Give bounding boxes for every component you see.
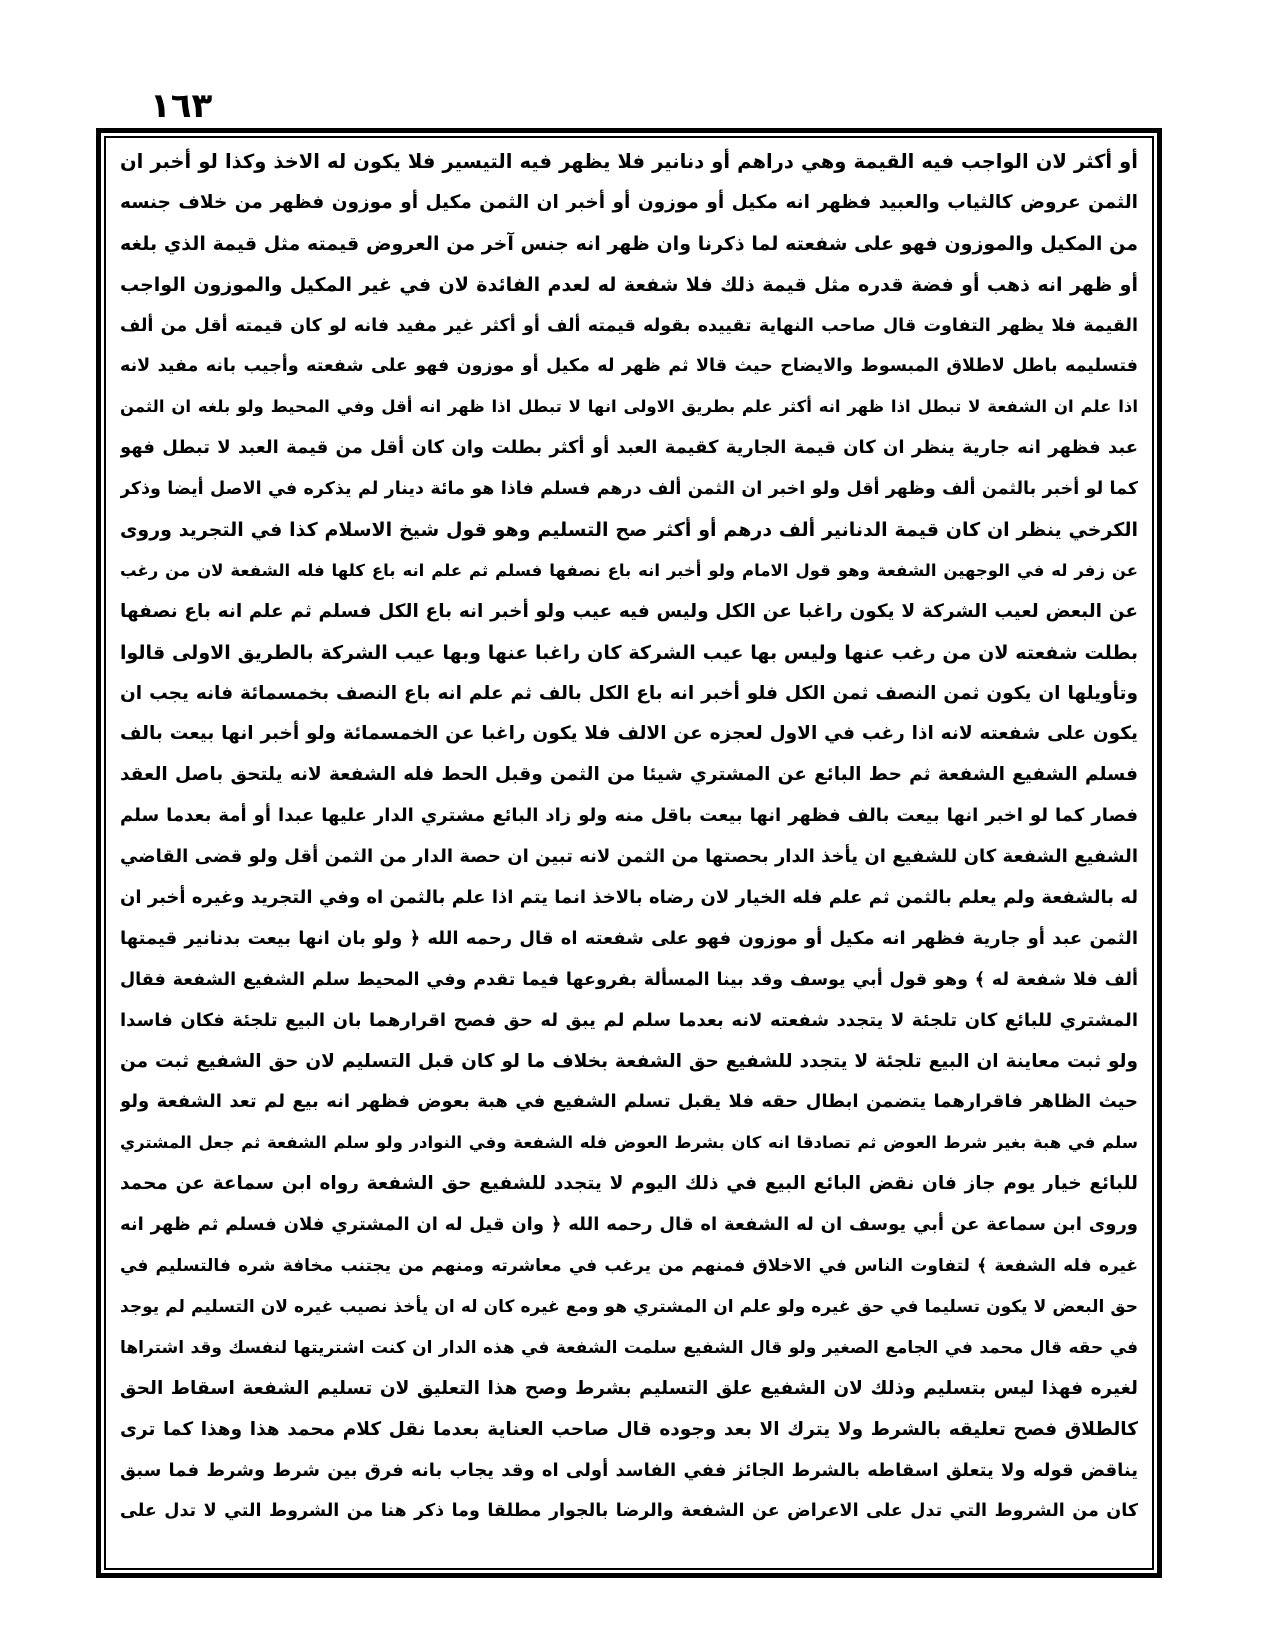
text-line: فتسليمه باطل لاطلاق المبسوط والايضاح حيث قالا ثم ظهر له مكيل أو موزون فهو على شفعته وأجيب بانه مفيد لانه	[120, 356, 1138, 377]
text-line: له بالشفعة ولم يعلم بالثمن ثم علم فله الخيار لان رضاه بالاخذ انما يتم اذا علم بالثمن اه وفي التجريد وغيره أخبر ان	[120, 887, 1138, 909]
text-line: حيث الظاهر فاقرارهما يتضمن ابطال حقه فلا يقبل تسلم الشفيع في هبة بعوض فظهر انه بيع لم تعد الشفعة ولو	[120, 1091, 1138, 1113]
text-line: كالطلاق فصح تعليقه بالشرط ولا يترك الا بعد وجوده قال صاحب العناية بعدما نقل كلام محمد هذا وهذا كما ترى	[120, 1418, 1138, 1440]
text-line: الثمن عبد أو جارية فظهر انه مكيل أو موزون فهو على شفعته اه قال رحمه الله ﴿ ولو بان انها بيعت بدنانير قيمتها	[120, 927, 1138, 949]
text-line: بطلت شفعته لان من رغب عنها وليس بها عيب الشركة كان راغبا عنها وبها عيب الشركة بالطريق الاولى قالوا	[120, 641, 1138, 664]
text-line: الشفيع الشفعة كان للشفيع ان يأخذ الدار بحصتها من الثمن لانه تبين ان حصة الدار من الثمن أقل ولو قضى القاضي	[120, 846, 1138, 868]
text-line: فسلم الشفيع الشفعة ثم حط البائع عن المشتري شيئا من الثمن وقبل الحط فله الشفعة لانه يلتحق باصل العقد	[120, 764, 1138, 786]
text-line: حق البعض لا يكون تسليما في حق غيره ولو علم ان المشتري هو ومع غيره كان له ان يأخذ نصيب غيره لان التسليم لم يوجد	[120, 1296, 1138, 1317]
text-line: المشتري للبائع كان تلجئة لا يتجدد شفعته لانه بعدما سلم لم يبق له حق فصح اقرارهما بان البيع تلجئة فكان فاسدا	[120, 1009, 1138, 1031]
text-line: أو أكثر لان الواجب فيه القيمة وهي دراهم أو دنانير فلا يظهر فيه التيسير فلا يكون له الاخذ وكذا لو أخبر ان	[120, 150, 1138, 173]
text-line: غيره فله الشفعة ﴾ لتفاوت الناس في الاخلاق فمنهم من يرغب في معاشرته ومنهم من يجتنب مخافة شره فالتسليم في	[120, 1256, 1138, 1277]
text-line: كما لو أخبر بالثمن ألف وظهر أقل ولو اخبر ان الثمن ألف درهم فسلم فاذا هو مائة دينار لم يذكره في الاصل أيضا وذكر	[120, 479, 1138, 500]
text-line: للبائع خيار يوم جاز فان نقض البائع البيع في ذلك اليوم لا يتجدد للشفيع حق الشفعة رواه ابن سماعة عن محمد	[120, 1173, 1138, 1195]
text-line: يكون على شفعته لانه اذا رغب في الاول لعجزه عن الالف فلا يكون راغبا عن الخمسمائة ولو أخبر انها بيعت بالف	[120, 723, 1138, 745]
text-line: عن زفر له في الوجهين الشفعة وهو قول الامام ولو أخبر انه باع نصفها فسلم ثم علم انه باع كلها فله الشفعة لان من رغب	[120, 560, 1138, 580]
text-line: من المكيل والموزون فهو على شفعته لما ذكرنا وان ظهر انه جنس آخر من العروض قيمته مثل قيمة الذي بلغه	[120, 232, 1138, 255]
text-line: الكرخي ينظر ان كان قيمة الدنانير ألف درهم أو أكثر صح التسليم وهو قول شيخ الاسلام كذا في التجريد وروى	[120, 519, 1138, 542]
text-line: في حقه قال محمد في الجامع الصغير ولو قال الشفيع سلمت الشفعة في هذه الدار ان كنت اشتريتها لنفسك وقد اشتراها	[120, 1337, 1138, 1358]
text-line: الثمن عروض كالثياب والعبيد فظهر انه مكيل أو موزون أو أخبر ان الثمن مكيل أو موزون فظهر من خلاف جنسه	[120, 191, 1138, 213]
text-line: ألف فلا شفعة له ﴾ وهو قول أبي يوسف وقد بينا المسألة بفروعها فيما تقدم وفي المحيط سلم الشفيع الشفعة فقال	[120, 969, 1138, 990]
text-line: يناقض قوله ولا يتعلق اسقاطه بالشرط الجائز ففي الفاسد أولى اه وقد يجاب بانه فرق بين شرط وشرط فما سبق	[120, 1459, 1138, 1481]
text-line: ولو ثبت معاينة ان البيع تلجئة لا يتجدد للشفيع حق الشفعة بخلاف ما لو كان قبل التسليم لان حق الشفيع ثبت من	[120, 1050, 1138, 1072]
text-line: كان من الشروط التي تدل على الاعراض عن الشفعة والرضا بالجوار مطلقا وما ذكر هنا من الشروط التي لا تدل على	[120, 1501, 1138, 1522]
text-line: القيمة فلا يظهر التفاوت قال صاحب النهاية تقييده بقوله قيمته ألف أو أكثر غير مفيد فانه لو كان قيمته أقل من ألف	[120, 315, 1138, 336]
text-line: اذا علم ان الشفعة لا تبطل اذا ظهر انه أكثر علم بطريق الاولى انها لا تبطل اذا ظهر انه أقل وفي المحيط ولو بلغه ان الثمن	[120, 397, 1138, 417]
text-line: عبد فظهر انه جارية ينظر ان كان قيمة الجارية كقيمة العبد أو أكثر بطلت وان كان أقل من قيمة العبد لا تبطل فهو	[120, 437, 1138, 459]
text-line: وتأويلها ان يكون ثمن النصف ثمن الكل فلو أخبر انه باع الكل بالف ثم علم انه باع النصف بخمسمائة فانه يجب ان	[120, 682, 1138, 704]
text-line: سلم في هبة بغير شرط العوض ثم تصادقا انه كان بشرط العوض فله الشفعة وفي النوادر ولو سلم الشفعة ثم جعل المشتري	[120, 1133, 1138, 1153]
text-line: لغيره فهذا ليس بتسليم وذلك لان الشفيع علق التسليم بشرط وصح هذا التعليق لان تسليم الشفعة اسقاط الحق	[120, 1377, 1138, 1399]
text-line: فصار كما لو اخبر انها بيعت بالف فظهر انها بيعت باقل منه ولو زاد البائع مشتري الدار عليها عبدا أو أمة بعدما سلم	[120, 805, 1138, 827]
main-text-block	[120, 142, 1138, 1564]
text-line: عن البعض لعيب الشركة لا يكون راغبا عن الكل وليس فيه عيب ولو أخبر انه باع الكل فسلم ثم علم انه باع نصفها	[120, 600, 1138, 622]
text-line: وروى ابن سماعة عن أبي يوسف ان له الشفعة اه قال رحمه الله ﴿ وان قيل له ان المشتري فلان فسلم ثم ظهر انه	[120, 1214, 1138, 1236]
page-number: ١٦٣	[150, 86, 213, 126]
inner-page-border	[104, 136, 1154, 1570]
text-line: أو ظهر انه ذهب أو فضة قدره مثل قيمة ذلك فلا شفعة له لعدم الفائدة لان في غير المكيل والموزون الواجب	[120, 273, 1138, 296]
